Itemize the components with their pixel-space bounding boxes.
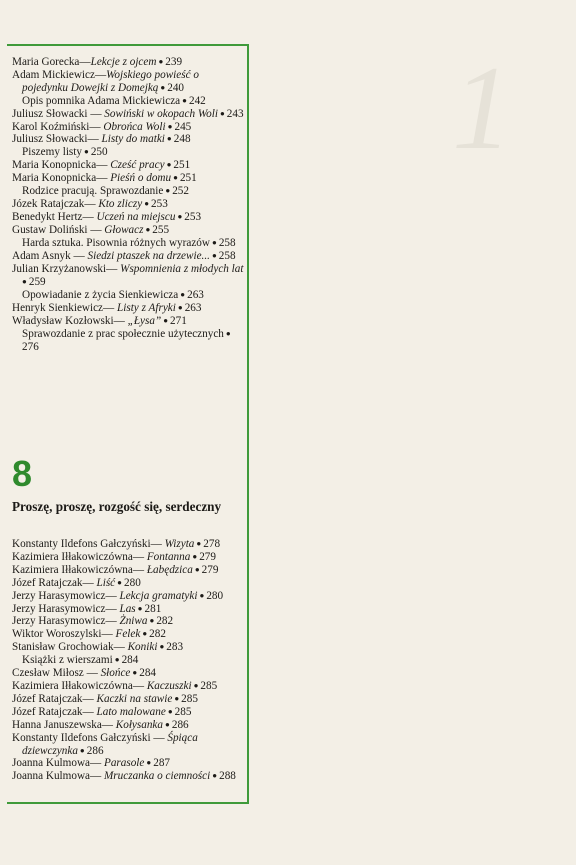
toc-entry	[12, 172, 244, 185]
entry-author: Joanna Kulmowa	[12, 770, 90, 783]
toc-entry	[12, 564, 244, 577]
entry-author: Jerzy Harasymowicz	[12, 602, 106, 615]
bullet-icon: ●	[22, 277, 29, 287]
entry-separator: —	[82, 692, 97, 705]
entry-title: Głowacz	[104, 223, 144, 236]
entry-page: 251	[179, 172, 197, 185]
bullet-icon: ●	[164, 160, 174, 170]
entry-page: 288	[219, 770, 236, 783]
bullet-icon: ●	[135, 603, 145, 613]
bullet-icon: ●	[210, 771, 220, 781]
entry-title: Fontanna	[146, 550, 191, 563]
toc-entry	[12, 302, 244, 315]
entry-separator: —	[132, 550, 147, 563]
bullet-icon: ●	[178, 290, 188, 300]
entry-author: Benedykt Hertz	[12, 210, 83, 223]
bullet-icon: ●	[156, 57, 166, 66]
entry-separator: —	[113, 315, 128, 328]
bullet-icon: ●	[163, 186, 173, 196]
bullet-icon: ●	[81, 147, 91, 157]
toc-entry	[12, 770, 244, 783]
entry-page: 242	[188, 94, 206, 107]
entry-author: Kazimiera Iłłakowiczówna	[12, 679, 133, 692]
entry-title: Wizyta	[164, 538, 195, 550]
entry-page: 282	[149, 628, 166, 641]
entry-separator: —	[94, 68, 107, 81]
entry-page: 263	[187, 289, 204, 302]
bullet-icon: ●	[77, 745, 87, 755]
entry-separator: —	[132, 563, 147, 576]
entry-page: 250	[90, 146, 108, 159]
entry-separator: —	[150, 731, 168, 744]
toc-entry	[12, 224, 244, 237]
entry-separator: —	[105, 602, 120, 615]
entry-author: Wiktor Woroszylski	[12, 628, 102, 641]
toc-entry	[12, 615, 244, 628]
entry-author: Julian Krzyżanowski	[12, 262, 107, 275]
bullet-icon: ●	[165, 121, 175, 131]
toc-entry	[12, 95, 244, 108]
entry-separator: —	[96, 159, 111, 172]
bullet-icon: ●	[143, 224, 153, 234]
entry-label: Opowiadanie z życia Sienkiewicza	[22, 289, 179, 302]
entry-author: Czesław Miłosz	[12, 667, 84, 680]
entry-title: Kaczki na stawie	[96, 692, 173, 705]
entry-separator: —	[84, 197, 99, 210]
entry-title: Śpiąca dziewczynka	[22, 731, 198, 757]
bullet-icon: ●	[172, 693, 182, 703]
toc-section-7	[12, 56, 244, 354]
entry-title: Kaczuszki	[146, 679, 192, 692]
entry-label: Opis pomnika Adama Mickiewicza	[22, 94, 181, 107]
entry-author: Kazimiera Iłłakowiczówna	[12, 563, 133, 576]
bullet-icon: ●	[197, 590, 207, 600]
entry-page: 253	[184, 210, 202, 223]
entry-label: Sprawozdanie z prac społecznie użytecznych	[22, 328, 224, 341]
entry-title: Siedzi ptaszek na drzewie...	[87, 249, 210, 262]
entry-title: Łabędzica	[146, 563, 193, 576]
bullet-icon: ●	[175, 303, 185, 313]
entry-separator: —	[90, 770, 104, 783]
bullet-icon: ●	[217, 108, 227, 118]
entry-page: 287	[153, 757, 171, 770]
entry-page: 281	[144, 602, 162, 615]
toc-entry	[12, 263, 244, 290]
toc-entry	[12, 641, 244, 654]
entry-title: Las	[119, 602, 136, 615]
entry-title: Lekcje z ojcem	[90, 56, 157, 68]
entry-title: Słońce	[100, 667, 131, 680]
entry-page: 271	[170, 315, 187, 328]
entry-page: 284	[139, 667, 157, 680]
entry-page: 248	[173, 133, 191, 146]
bullet-icon: ●	[209, 237, 219, 247]
entry-page: 285	[181, 692, 198, 705]
toc-entry	[12, 654, 244, 667]
entry-separator: —	[132, 679, 147, 692]
entry-author: Henryk Sienkiewicz	[12, 302, 104, 315]
entry-title: Wojskiego powieść o pojedynku Dowejki z Domejką	[22, 68, 199, 94]
toc-entry	[12, 590, 244, 603]
entry-label: Książki z wierszami	[22, 654, 113, 667]
entry-author: Gustaw Doliński	[12, 223, 88, 236]
entry-title: Listy z Afryki	[117, 302, 176, 315]
entry-page: 276	[22, 340, 39, 353]
entry-page: 286	[86, 744, 104, 757]
entry-page: 283	[166, 641, 184, 654]
entry-author: Maria Konopnicka	[12, 159, 97, 172]
section-number: 8	[12, 453, 33, 494]
entry-author: Władysław Kozłowski	[12, 315, 114, 328]
entry-separator: —	[101, 718, 116, 731]
entry-title: Liść	[96, 576, 116, 589]
toc-entry	[12, 693, 244, 706]
entry-page: 245	[174, 120, 192, 133]
entry-author: Juliusz Słowacki	[12, 107, 88, 120]
entry-page: 258	[218, 236, 236, 249]
entry-page: 240	[167, 81, 185, 94]
entry-page: 285	[174, 705, 192, 718]
entry-author: Stanisław Grochowiak	[12, 641, 114, 654]
toc-entry	[12, 667, 244, 680]
entry-author: Konstanty Ildefons Gałczyński	[12, 538, 151, 550]
entry-title: Kto zliczy	[98, 197, 143, 210]
entry-title: Uczeń na miejscu	[96, 210, 176, 223]
toc-entry	[12, 69, 244, 95]
entry-author: Maria Konopnicka	[12, 172, 97, 185]
entry-page: 280	[124, 576, 141, 589]
toc-entry	[12, 289, 244, 302]
toc-entry	[12, 328, 244, 354]
entry-label: Rodzice pracują. Sprawozdanie	[22, 185, 164, 198]
entry-author: Maria Gorecka	[12, 56, 80, 68]
entry-page: 255	[152, 223, 170, 236]
entry-title: Lato malowane	[96, 705, 166, 718]
toc-entry	[12, 121, 244, 134]
entry-page: 239	[165, 56, 183, 68]
entry-author: Jerzy Harasymowicz	[12, 615, 106, 628]
toc-entry	[12, 628, 244, 641]
entry-title: Obrońca Woli	[103, 120, 166, 133]
entry-title: Koniki	[127, 641, 158, 654]
toc-entry	[12, 237, 244, 250]
entry-author: Karol Koźmiński	[12, 120, 90, 133]
entry-separator: —	[70, 249, 88, 262]
toc-entry	[12, 706, 244, 719]
entry-title: Cześć pracy	[110, 159, 165, 172]
bullet-icon: ●	[190, 551, 200, 561]
bullet-icon: ●	[140, 629, 150, 639]
bullet-icon: ●	[223, 329, 231, 339]
toc-entry	[12, 56, 244, 69]
bullet-icon: ●	[165, 706, 175, 716]
toc-entry	[12, 211, 244, 224]
bullet-icon: ●	[144, 758, 154, 768]
entry-page: 286	[171, 718, 189, 731]
entry-label: Piszemy listy	[22, 146, 82, 159]
entry-page: 258	[218, 249, 236, 262]
bullet-icon: ●	[194, 539, 204, 548]
entry-title: Mruczanka o ciemności	[103, 770, 211, 783]
entry-page: 284	[121, 654, 139, 667]
entry-separator: —	[82, 576, 97, 589]
entry-author: Józek Ratajczak	[12, 197, 85, 210]
entry-author: Adam Mickiewicz	[12, 68, 95, 81]
entry-page: 253	[151, 197, 168, 210]
entry-separator: —	[82, 705, 97, 718]
bullet-icon: ●	[175, 211, 185, 221]
entry-author: Kazimiera Iłłakowiczówna	[12, 550, 133, 563]
entry-author: Józef Ratajczak	[12, 692, 83, 705]
toc-entry	[12, 577, 244, 590]
toc-entry	[12, 108, 244, 121]
entry-author: Józef Ratajczak	[12, 705, 83, 718]
entry-page: 279	[199, 550, 216, 563]
bullet-icon: ●	[164, 134, 174, 144]
entry-separator: —	[83, 667, 101, 680]
entry-separator: —	[87, 223, 105, 236]
entry-author: Adam Asnyk	[12, 249, 71, 262]
entry-page: 252	[172, 185, 189, 198]
entry-author: Joanna Kulmowa	[12, 757, 90, 770]
entry-separator: —	[96, 172, 111, 185]
bullet-icon: ●	[142, 198, 152, 208]
entry-title: Felek	[115, 628, 141, 641]
toc-entry	[12, 719, 244, 732]
entry-separator: —	[90, 757, 104, 770]
toc-entry	[12, 315, 244, 328]
bullet-icon: ●	[158, 82, 168, 92]
bullet-icon: ●	[130, 668, 140, 678]
entry-author: Konstanty Ildefons Gałczyński	[12, 731, 151, 744]
entry-page: 279	[201, 563, 219, 576]
entry-page: 251	[173, 159, 191, 172]
toc-entry	[12, 732, 244, 758]
entry-title: Kołysanka	[115, 718, 163, 731]
entry-title: Sowiński w okopach Woli	[104, 107, 218, 120]
entry-page: 259	[28, 276, 46, 289]
toc-entry	[12, 159, 244, 172]
ghost-chapter-number: 1	[452, 41, 512, 174]
entry-author: Jerzy Harasymowicz	[12, 589, 106, 602]
entry-title: Lekcja gramatyki	[119, 589, 198, 602]
bullet-icon: ●	[157, 642, 167, 652]
entry-author: Juliusz Słowacki	[12, 133, 88, 146]
entry-page: 282	[156, 615, 174, 628]
entry-title: Listy do matki	[101, 133, 165, 146]
bullet-icon: ●	[147, 616, 157, 626]
entry-title: Parasole	[103, 757, 145, 770]
entry-separator: —	[82, 210, 97, 223]
toc-entry	[12, 551, 244, 564]
entry-separator: —	[103, 302, 118, 315]
entry-page: 280	[206, 589, 224, 602]
bullet-icon: ●	[192, 564, 202, 574]
entry-title: „Łysa”	[127, 315, 162, 328]
toc-entry	[12, 185, 244, 198]
entry-page: 243	[226, 107, 244, 120]
entry-author: Hanna Januszewska	[12, 718, 102, 731]
entry-separator: —	[113, 641, 128, 654]
entry-separator: —	[89, 120, 104, 133]
bullet-icon: ●	[161, 316, 171, 326]
bullet-icon: ●	[171, 173, 180, 183]
entry-label: Harda sztuka. Pisownia różnych wyrazów	[22, 236, 210, 249]
entry-separator: —	[150, 538, 165, 550]
toc-entry	[12, 680, 244, 693]
toc-entry	[12, 146, 244, 159]
entry-title: Żniwa	[119, 615, 148, 628]
bullet-icon: ●	[115, 577, 124, 587]
toc-entry	[12, 603, 244, 616]
bullet-icon: ●	[112, 655, 122, 665]
bullet-icon: ●	[163, 719, 172, 729]
toc-entry	[12, 133, 244, 146]
entry-separator: —	[101, 628, 116, 641]
entry-separator: —	[87, 107, 105, 120]
entry-page: 263	[184, 302, 202, 315]
entry-separator: —	[106, 262, 121, 275]
entry-separator: —	[87, 133, 102, 146]
bullet-icon: ●	[180, 95, 189, 105]
entry-separator: —	[79, 56, 91, 68]
entry-author: Józef Ratajczak	[12, 576, 83, 589]
entry-separator: —	[105, 615, 120, 628]
bullet-icon: ●	[209, 250, 219, 260]
toc-entry	[12, 198, 244, 211]
section-title: Proszę, proszę, rozgość się, serdeczny	[12, 499, 222, 514]
entry-page: 278	[203, 538, 221, 550]
entry-title: Wspomnienia z młodych lat	[120, 262, 244, 275]
toc-section-8	[12, 538, 244, 783]
toc-entry	[12, 250, 244, 263]
toc-entry	[12, 538, 244, 551]
bullet-icon: ●	[191, 680, 201, 690]
entry-title: Pieśń o domu	[110, 172, 172, 185]
entry-page: 285	[200, 679, 218, 692]
toc-entry	[12, 757, 244, 770]
entry-separator: —	[105, 589, 120, 602]
